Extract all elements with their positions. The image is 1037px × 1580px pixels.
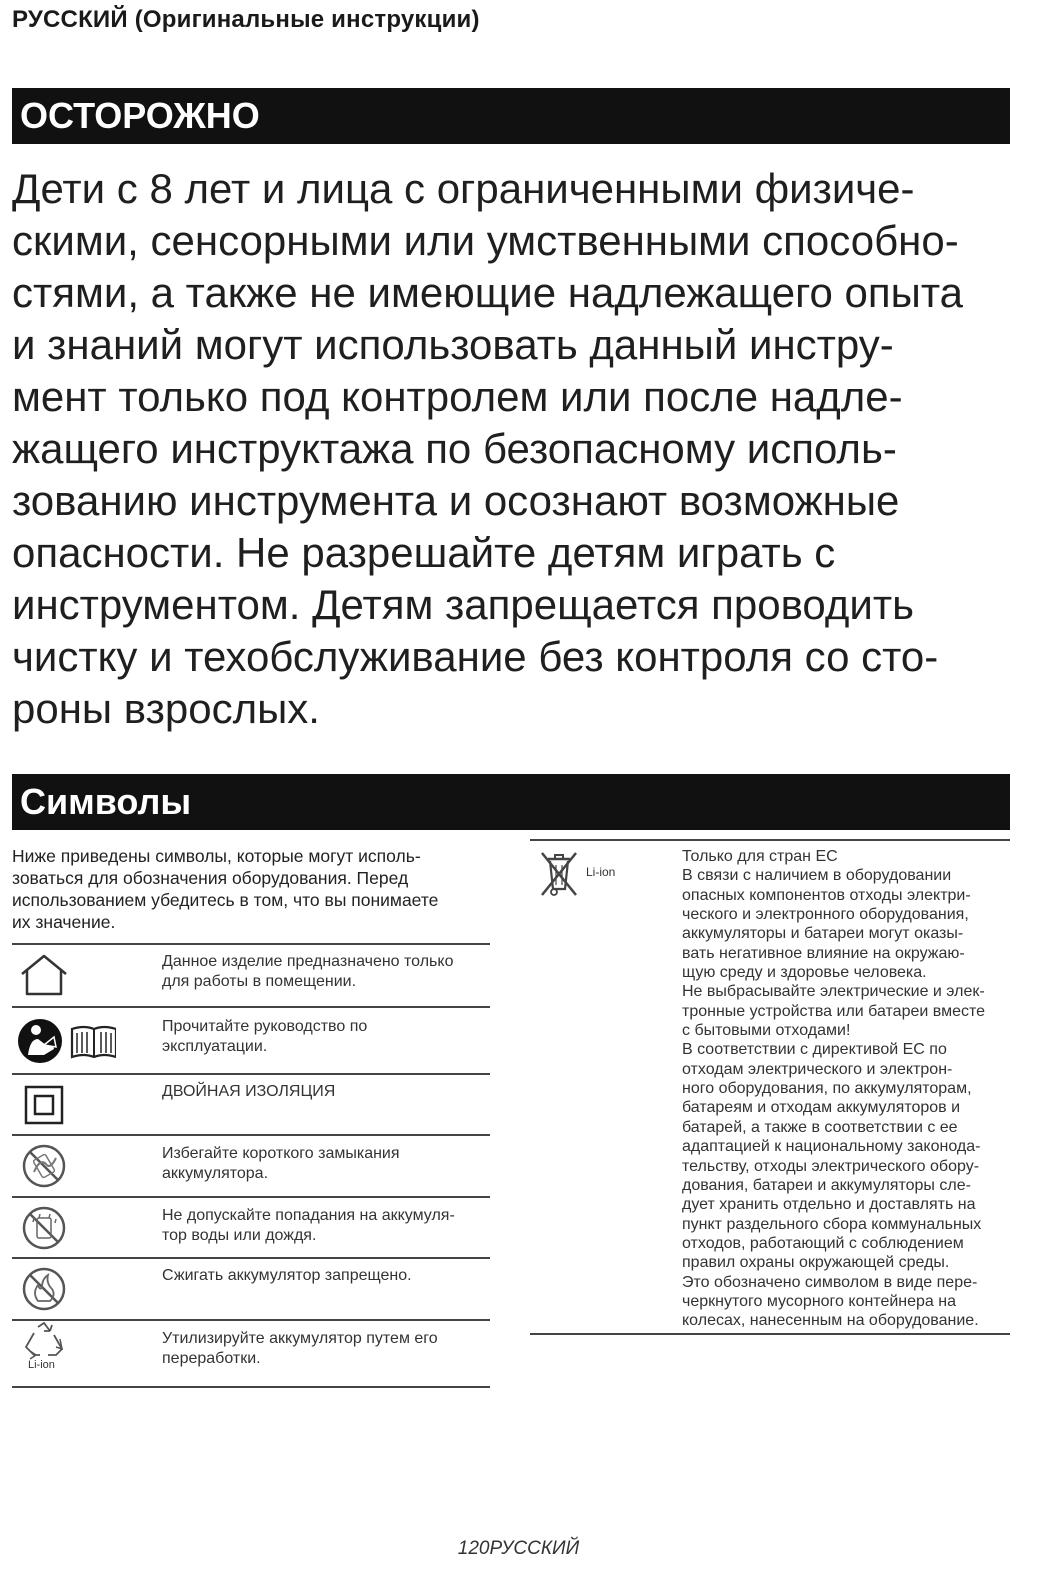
- weee-line: Это обозначено символом в виде пере-: [682, 1273, 978, 1291]
- warning-title-bar: ОСТОРОЖНО: [12, 88, 1010, 144]
- symbol-text-line: Сжигать аккумулятор запрещено.: [162, 1267, 412, 1284]
- intro-line: зоваться для обозначения оборудования. Перед: [12, 868, 409, 888]
- warning-line: стями, а также не имеющие надлежащего опыта: [12, 269, 963, 316]
- symbols-table: [12, 943, 490, 1388]
- weee-line: тельству, отходы электрического обору-: [682, 1157, 980, 1175]
- weee-line: черкнутого мусорного контейнера на: [682, 1292, 956, 1310]
- symbol-text-line: эксплуатации.: [162, 1038, 268, 1055]
- symbol-row: [12, 1075, 490, 1136]
- warning-line: чистку и техобслуживание без контроля со сто-: [12, 633, 939, 680]
- symbol-row: [12, 1259, 490, 1321]
- symbol-text-line: Прочитайте руководство по: [162, 1018, 368, 1035]
- weee-line: с бытовыми отходами!: [682, 1022, 851, 1040]
- symbols-title-bar: Символы: [12, 774, 1010, 830]
- symbol-text-line: для работы в помещении.: [162, 973, 357, 990]
- recycle-icon: [16, 1321, 126, 1386]
- no-water-icon: [16, 1198, 126, 1257]
- symbol-text-line: переработки.: [162, 1350, 261, 1367]
- weee-liion-label: Li-ion: [586, 865, 616, 879]
- warning-paragraph: [12, 163, 1027, 735]
- weee-line: ческого и электронного оборудования,: [682, 906, 969, 924]
- warning-line: инструментом. Детям запрещается проводить: [12, 581, 914, 628]
- warning-line: и знаний могут использовать данный инстру-: [12, 321, 894, 368]
- weee-line: батареям и отходам аккумуляторов и: [682, 1099, 961, 1117]
- symbol-text-line: Избегайте короткого замыкания: [162, 1145, 400, 1162]
- warning-line: скими, сенсорными или умственными способно-: [12, 217, 959, 264]
- weee-line: щую среду и здоровье человека.: [682, 964, 927, 982]
- symbol-row: [12, 1008, 490, 1075]
- weee-line: батарей, а также в соответствии с ее: [682, 1118, 958, 1136]
- warning-line: опасности. Не разрешайте детям играть с: [12, 529, 836, 576]
- warning-line: мент только под контролем или после надле-: [12, 373, 903, 420]
- symbol-text-line: Утилизируйте аккумулятор путем его: [162, 1330, 438, 1347]
- warning-line: зованию инструмента и осознают возможные: [12, 477, 900, 524]
- weee-line: отходов, работающий с соблюдением: [682, 1234, 964, 1252]
- symbol-row: [12, 1321, 490, 1388]
- weee-line: В связи с наличием в оборудовании: [682, 867, 952, 885]
- symbol-text-line: Данное изделие предназначено только: [162, 953, 454, 970]
- double-insulation-icon: [16, 1075, 126, 1134]
- symbol-text-line: аккумулятора.: [162, 1165, 269, 1182]
- weee-line: отходам электрического и электрон-: [682, 1060, 953, 1078]
- weee-line: дует хранить отдельно и доставлять на: [682, 1196, 976, 1214]
- weee-line: вать негативное влияние на окружаю-: [682, 944, 965, 962]
- crossed-bin-icon: [534, 849, 584, 899]
- weee-line: опасных компонентов отходы электри-: [682, 886, 971, 904]
- weee-line: колесах, нанесенным на оборудование.: [682, 1312, 979, 1330]
- intro-line: Ниже приведены символы, которые могут исполь-: [12, 846, 421, 866]
- warning-line: Дети с 8 лет и лица с ограниченными физиче-: [12, 165, 915, 212]
- weee-line: тронные устройства или батареи вместе: [682, 1002, 986, 1020]
- page-footer: 120РУССКИЙ: [457, 1538, 580, 1559]
- no-short-circuit-icon: [16, 1136, 126, 1196]
- warning-line: жащего инструктажа по безопасному исполь-: [12, 425, 897, 472]
- read-manual-icon: [16, 1008, 126, 1073]
- symbol-text-line: ДВОЙНАЯ ИЗОЛЯЦИЯ: [162, 1083, 336, 1100]
- recycle-icon-label: Li-ion: [28, 1359, 55, 1371]
- weee-line: Не выбрасывайте электрические и элек-: [682, 983, 985, 1001]
- symbol-row: [12, 945, 490, 1008]
- symbols-intro: [12, 845, 490, 933]
- language-header: РУССКИЙ (Оригинальные инструкции): [12, 6, 480, 33]
- weee-line: дования, батареи и аккумуляторы сле-: [682, 1176, 971, 1194]
- house-icon: [16, 945, 126, 1006]
- symbol-text-line: тор воды или дождя.: [162, 1227, 317, 1244]
- weee-line: ного оборудования, по аккумуляторам,: [682, 1080, 972, 1098]
- intro-line: использованием убедитесь в том, что вы понимаете: [12, 890, 439, 910]
- weee-panel: [530, 839, 1010, 1335]
- warning-line: роны взрослых.: [12, 685, 320, 732]
- weee-line: Только для стран ЕС: [682, 848, 838, 865]
- weee-line: адаптацией к национальному законода-: [682, 1138, 981, 1156]
- symbol-row: [12, 1136, 490, 1198]
- intro-line: их значение.: [12, 912, 116, 932]
- weee-line: В соответствии с директивой ЕС по: [682, 1041, 947, 1059]
- weee-text: [682, 847, 1004, 1331]
- no-fire-icon: [16, 1259, 126, 1319]
- weee-line: пункт раздельного сбора коммунальных: [682, 1215, 982, 1233]
- weee-line: аккумуляторы и батареи могут оказы-: [682, 925, 964, 943]
- weee-line: правил охраны окружающей среды.: [682, 1254, 950, 1272]
- symbol-text-line: Не допускайте попадания на аккумуля-: [162, 1207, 455, 1224]
- symbol-row: [12, 1198, 490, 1259]
